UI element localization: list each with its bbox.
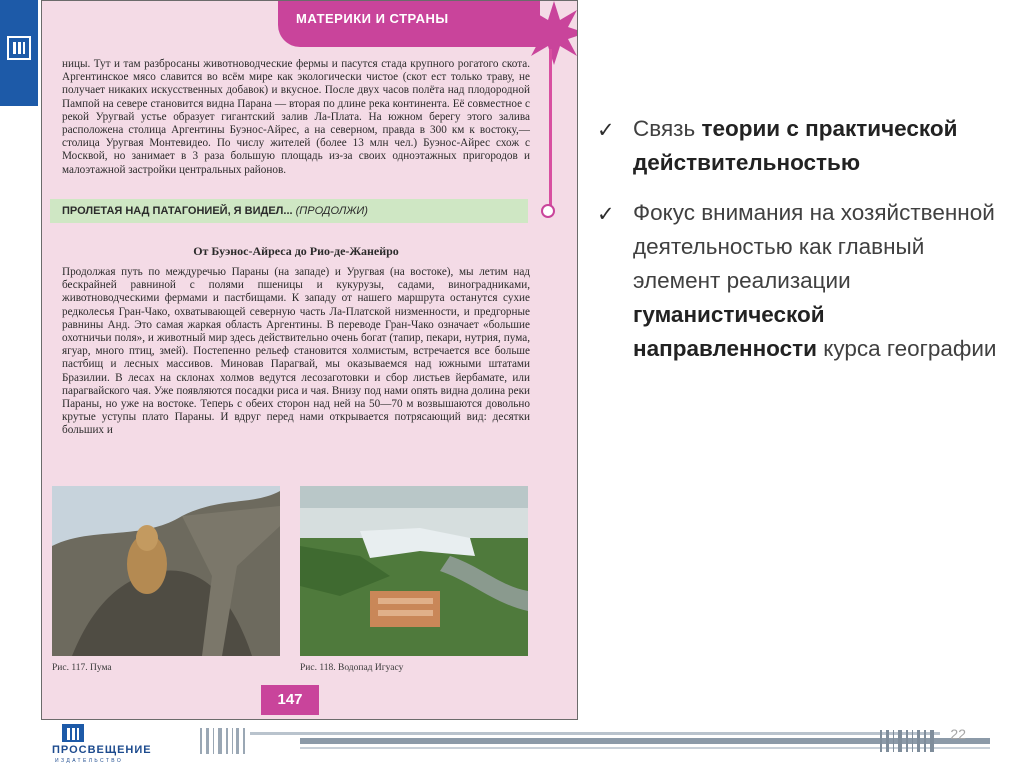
section-subtitle: (ПРОДОЛЖИ)	[295, 205, 368, 217]
paragraph-pampa: ницы. Тут и там разбросаны животноводческие фермы и пасутся стада крупного рогатого скота. Аргентинское мясо славится во всём мире как экологически чистое (скот ест только траву, не получает никаких искусственных добавок) и вкусное. После двух часов полёта над плодородной Пампой на севере становится видна Парана — вторая по длине река континента. Её совместное с рекой Уругвай устье образует гигантский залив Ла-Плата. На южном берегу этого залива расположена столица Аргентины Буэнос-Айрес, а на северном, правда в 300 км к востоку,— столица Уругвая Монтевидео. По числу жителей (более 13 млн чел.) Буэнос-Айрес схож с Москвой, но занимает в 3 раза большую площадь из-за своих одноэтажных пригородов и малоэтажной застройки центральных районов.	[62, 58, 530, 176]
textbook-page-scan	[41, 0, 578, 720]
footer-decoration	[0, 720, 1024, 767]
publisher-side-bar	[0, 0, 38, 106]
iguazu-falls-photo	[300, 486, 528, 656]
subheading: От Буэнос-Айреса до Рио-де-Жанейро	[193, 244, 399, 258]
figure-caption-117: Рис. 117. Пума	[52, 663, 112, 673]
bullet-text: Фокус внимания на хозяйственной деятельностью как главный элемент реализации	[633, 200, 995, 293]
section-banner	[50, 199, 528, 223]
paragraph-route: Продолжая путь по междуречью Параны (на западе) и Уругвая (на востоке), мы летим над бескрайней равниной с полями пшеницы и кукурузы, садами, виноградниками, животноводческими фермами и пастбищами. К западу от нашего маршрута останутся сухие редколесья Гран-Чако, охватывающей северную часть Ла-Платской низменности, и предгорные равнины Анд. Это самая жаркая область Аргентины. В переводе Гран-Чако означает «большие охотничьи поля», и животный мир здесь действительно очень богат (тапир, пекари, нутрия, пума, ягуар, много птиц, змей). Постепенно рельеф становится холмистым, встречается все больше пастбищ и лесных массивов. Миновав Парагвай, мы оказываемся над южными штатами Бразилии. В лесах на склонах холмов ведутся лесозаготовки и сбор листьев йербамате, или парагвайского чая. Уже появляются посадки риса и чая. Внизу под нами опять видна долина реки Параны, но уже на востоке. Теперь с обеих сторон над ней на 50—70 м возвышаются довольно крутые уступы плато Параны. И вдруг перед нами открывается потрясающий вид: десятки больших и	[62, 266, 530, 437]
section-title: ПРОЛЕТАЯ НАД ПАТАГОНИЕЙ, Я ВИДЕЛ...	[62, 205, 293, 217]
bullet-text-bold: теории с практической действительностью	[633, 116, 958, 175]
publisher-brand: ПРОСВЕЩЕНИЕ	[52, 744, 152, 756]
margin-rule	[549, 49, 552, 209]
publisher-logo-icon	[7, 36, 31, 60]
checkmark-icon: ✓	[597, 203, 615, 226]
figure-caption-118: Рис. 118. Водопад Игуасу	[300, 663, 404, 673]
chapter-header: МАТЕРИКИ И СТРАНЫ	[278, 1, 540, 47]
checkmark-icon: ✓	[597, 119, 615, 142]
bullet-economic-focus	[596, 196, 1006, 366]
bullet-text: Связь	[633, 116, 702, 141]
publisher-subtitle: ИЗДАТЕЛЬСТВО	[55, 758, 124, 764]
bullet-text-bold: гуманистической направленности	[633, 302, 825, 361]
bullet-list	[596, 112, 1006, 382]
margin-marker	[541, 204, 555, 218]
puma-photo	[52, 486, 280, 656]
bullet-text-tail: курса географии	[817, 336, 997, 361]
slide-number: 22	[950, 726, 966, 742]
page-number: 147	[261, 685, 319, 715]
bullet-theory-practice	[596, 112, 1006, 180]
